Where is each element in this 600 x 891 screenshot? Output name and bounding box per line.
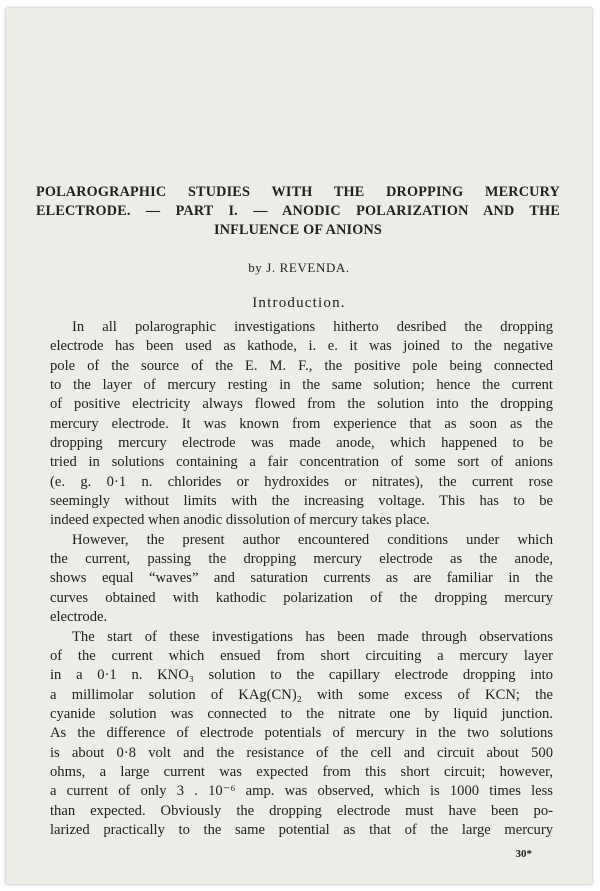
paragraph (50, 531, 553, 628)
text-line: electrode. (50, 609, 108, 626)
text-line: the current, passing the dropping mercury electrode as the anode, (50, 551, 553, 568)
paragraph (50, 318, 553, 531)
text-line: indeed expected when anodic dissolution of mercury takes place. (50, 512, 430, 529)
text-line: seemingly without limits with the increasing voltage. This has to be (50, 493, 553, 510)
text-line: The start of these investigations has been made through observations (72, 628, 553, 645)
text-line: of the current which ensued from short circuiting a mercury layer (50, 647, 553, 664)
text-line: larized practically to the same potential as that of the large mercury (50, 821, 553, 838)
text-line: in a 0·1 n. KNO₃ solution to the capillary electrode dropping into (50, 667, 553, 684)
text-line: of positive electricity always flowed from the solution into the dropping (50, 396, 553, 413)
body-text (50, 318, 553, 840)
text-line: (e. g. 0·1 n. chlorides or hydroxides or nitrates), the current rose (50, 473, 553, 490)
text-line: is about 0·8 volt and the resistance of the cell and circuit about 500 (50, 744, 553, 761)
title-line: POLAROGRAPHIC STUDIES WITH THE DROPPING MERCURY (36, 184, 560, 200)
text-line: than expected. Obviously the dropping electrode must have been po- (50, 802, 553, 819)
text-line: curves obtained with kathodic polarization of the dropping mercury (50, 589, 553, 606)
text-line: tried in solutions containing a fair concentration of some sort of anions (50, 454, 553, 471)
text-line: mercury electrode. It was known from experience that as soon as the (50, 415, 553, 432)
text-line: electrode has been used as kathode, i. e. it was joined to the negative (50, 338, 553, 355)
text-line: a millimolar solution of KAg(CN)₂ with some excess of KCN; the (50, 686, 553, 703)
title-line: ELECTRODE. — PART I. — ANODIC POLARIZATION AND THE (36, 203, 560, 219)
paper-page (6, 8, 592, 884)
title-line: INFLUENCE OF ANIONS (213, 222, 383, 238)
article-title (36, 183, 560, 240)
text-line: dropping mercury electrode was made anode, which happened to be (50, 435, 553, 452)
text-line: In all polarographic investigations hitherto desribed the dropping (72, 319, 553, 335)
text-line: ohms, a large current was expected from this short circuit; however, (50, 763, 553, 780)
text-line: a current of only 3 . 10⁻⁶ amp. was observed, which is 1000 times less (50, 783, 553, 800)
text-line: to the layer of mercury resting in the same solution; hence the current (50, 377, 553, 394)
text-line: shows equal “waves” and saturation currents as are familiar in the (50, 570, 553, 587)
section-heading: Introduction. (252, 295, 346, 311)
page-number: 30* (515, 848, 532, 860)
author-byline: by J. REVENDA. (248, 260, 350, 275)
paragraph (50, 628, 553, 841)
text-line: As the difference of electrode potentials of mercury in the two solutions (50, 725, 553, 742)
text-line: However, the present author encountered conditions under which (72, 531, 553, 548)
text-line: pole of the source of the E. M. F., the positive pole being connected (50, 357, 553, 374)
text-line: cyanide solution was connected to the nitrate one by liquid junction. (50, 705, 553, 722)
